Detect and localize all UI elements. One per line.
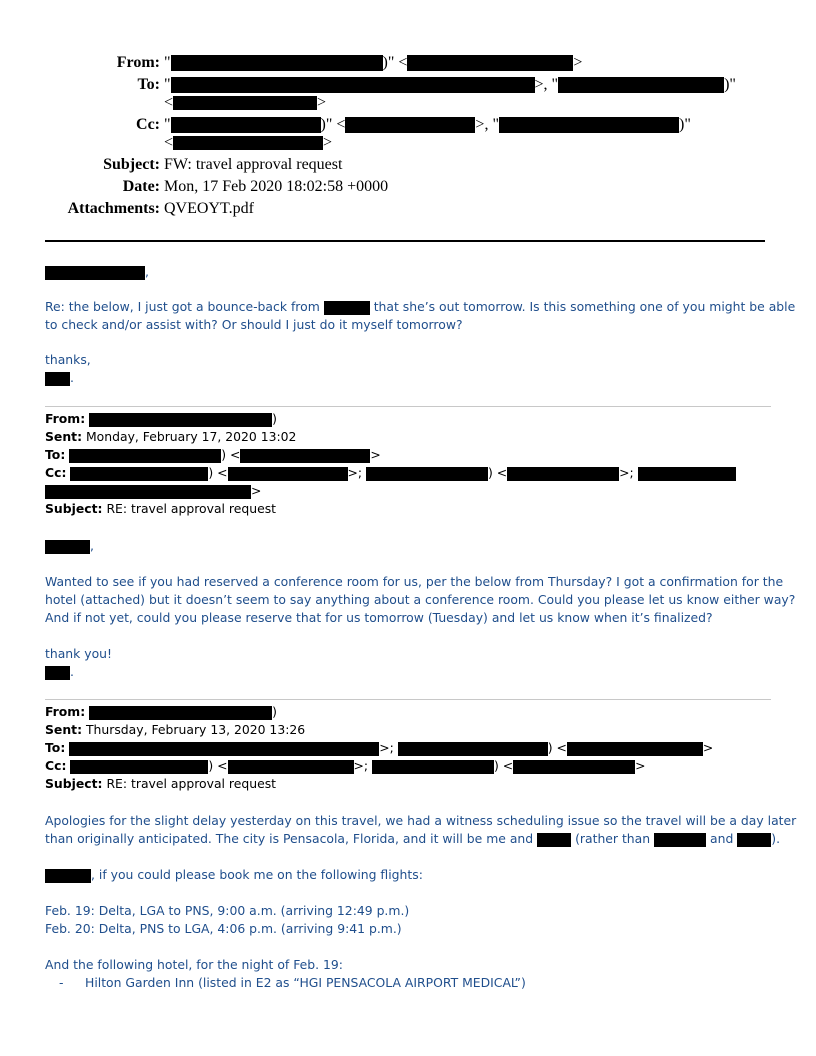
divider-2 (45, 699, 771, 700)
redaction (171, 117, 321, 133)
redaction (89, 413, 272, 427)
redaction (89, 706, 272, 720)
redaction (654, 833, 706, 847)
redaction (398, 742, 548, 756)
greeting-2: , (45, 537, 94, 555)
redaction (737, 833, 771, 847)
redaction (345, 117, 475, 133)
redaction (240, 449, 370, 463)
from-value: " )" < > (164, 54, 583, 71)
list-dash: - (59, 975, 64, 990)
fwd2-from-label: From: (45, 704, 86, 719)
fwd1-signature: . (45, 663, 74, 681)
fwd2-sent (45, 721, 305, 739)
fwd2-to-label: To: (45, 740, 66, 755)
hotel-list-item (45, 974, 526, 992)
fwd2-line2c-text: and (710, 831, 734, 846)
flight-1: Feb. 19: Delta, LGA to PNS, 9:00 a.m. (arriving 12:49 p.m.) (45, 903, 410, 918)
msg1-line1b-text: that she’s out tomorrow. Is this something one of you might be able (373, 299, 796, 314)
redaction (638, 467, 736, 481)
hotel-text: Hilton Garden Inn (listed in E2 as “HGI PENSACOLA AIRPORT MEDICAL”) (85, 975, 526, 990)
redaction (228, 760, 354, 774)
fwd1-line2: hotel (attached) but it doesn’t seem to say anything about a conference room. Could you please let us know either way? (45, 592, 796, 607)
fwd2-line1: Apologies for the slight delay yesterday on this travel, we had a witness scheduling issue so the travel will be a day later (45, 813, 797, 828)
cc-label: Cc: (136, 116, 160, 133)
fwd1-signoff: thank you! (45, 646, 113, 661)
redaction (171, 77, 535, 93)
fwd1-cc: Cc: ) < >; ) < >; (45, 464, 736, 482)
redaction (324, 301, 370, 315)
fwd2-cc: Cc: ) < >; ) < > (45, 758, 646, 773)
fwd2-cc-label: Cc: (45, 758, 67, 773)
fwd2-subject-label: Subject: (45, 776, 103, 791)
fwd2-to: To: >; ) < > (45, 740, 714, 755)
fwd1-subject-value: RE: travel approval request (106, 501, 277, 516)
redaction (173, 136, 323, 150)
redaction (558, 77, 724, 93)
redaction (70, 760, 208, 774)
redaction (372, 760, 494, 774)
fwd2-sent-value: Thursday, February 13, 2020 13:26 (85, 722, 306, 737)
redaction (69, 742, 379, 756)
fwd1-line3: And if not yet, could you please reserve that for us tomorrow (Tuesday) and let us know when it’s finalized? (45, 610, 713, 625)
from-label: From: (116, 54, 160, 71)
fwd1-from-label: From: (45, 411, 86, 426)
redaction (173, 96, 317, 110)
fwd2-from: From: ) (45, 704, 277, 719)
redaction (45, 540, 90, 554)
msg1-line1-text: Re: the below, I just got a bounce-back from (45, 299, 320, 314)
to-value: " >, " )" (164, 76, 736, 93)
redaction (499, 117, 679, 133)
cc-value: " )" < >, " )" (164, 116, 691, 133)
redaction (45, 372, 70, 386)
redaction (513, 760, 635, 774)
header-divider (45, 240, 765, 242)
hotel-intro: And the following hotel, for the night of Feb. 19: (45, 957, 343, 972)
fwd2-line2a-text: than originally anticipated. The city is Pensacola, Florida, and it will be me and (45, 831, 534, 846)
fwd1-to-label: To: (45, 447, 66, 462)
redaction (407, 55, 573, 71)
fwd2-line2 (45, 830, 780, 848)
redaction (537, 833, 571, 847)
fwd1-subject-label: Subject: (45, 501, 103, 516)
fwd1-cc-label: Cc: (45, 465, 67, 480)
fwd2-sent-label: Sent: (45, 722, 83, 737)
redaction (45, 666, 70, 680)
subject-label: Subject: (103, 156, 160, 173)
cc-value-cont: < > (164, 134, 333, 151)
fwd2-book-line (45, 866, 423, 884)
fwd1-subject (45, 500, 276, 518)
attachments-label: Attachments: (67, 200, 160, 217)
fwd2-line2b-text: (rather than (575, 831, 651, 846)
msg1-line1 (45, 298, 795, 316)
fwd2-subject-value: RE: travel approval request (106, 776, 277, 791)
fwd2-subject (45, 775, 276, 793)
date-value: Mon, 17 Feb 2020 18:02:58 +0000 (164, 178, 389, 195)
redaction (507, 467, 619, 481)
greeting-1: , (45, 263, 149, 281)
redaction (45, 266, 145, 280)
redaction (567, 742, 703, 756)
fwd1-from: From: ) (45, 411, 277, 426)
fwd1-sent (45, 428, 296, 446)
fwd1-sent-label: Sent: (45, 429, 83, 444)
fwd1-to: To: ) < > (45, 447, 381, 462)
date-label: Date: (122, 178, 160, 195)
divider-1 (45, 406, 771, 407)
fwd1-cc-cont: > (45, 482, 261, 500)
attachment-link[interactable]: QVEOYT.pdf (164, 200, 254, 217)
fwd1-sent-value: Monday, February 17, 2020 13:02 (85, 429, 297, 444)
redaction (171, 55, 383, 71)
msg1-signoff: thanks, (45, 352, 91, 367)
msg1-signature: . (45, 369, 74, 387)
to-label: To: (137, 76, 160, 93)
to-value-cont: < > (164, 94, 327, 111)
flight-2: Feb. 20: Delta, PNS to LGA, 4:06 p.m. (arriving 9:41 p.m.) (45, 921, 402, 936)
email-header (0, 54, 816, 224)
redaction (45, 869, 91, 883)
redaction (228, 467, 348, 481)
fwd2-book-text: , if you could please book me on the following flights: (91, 867, 423, 882)
msg1-line2: to check and/or assist with? Or should I just do it myself tomorrow? (45, 317, 463, 332)
fwd2-line2d-text: ). (771, 831, 781, 846)
subject-value: FW: travel approval request (164, 156, 343, 173)
fwd1-line1: Wanted to see if you had reserved a conference room for us, per the below from Thursday? I got a confirmation for the (45, 574, 784, 589)
redaction (366, 467, 488, 481)
redaction (70, 467, 208, 481)
redaction (69, 449, 221, 463)
redaction (45, 485, 251, 499)
